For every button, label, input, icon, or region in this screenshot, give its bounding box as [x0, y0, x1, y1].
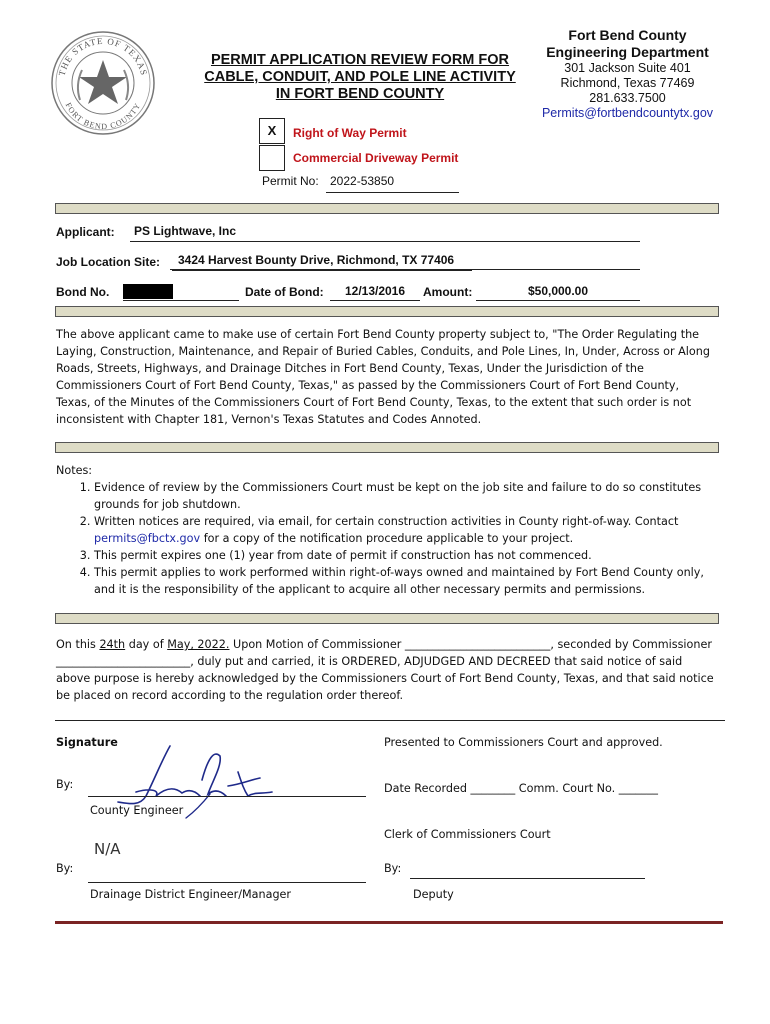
- county-seal-logo: [50, 30, 156, 136]
- na-value: N/A: [94, 840, 121, 858]
- dept-name: Fort Bend County: [568, 27, 687, 43]
- order-month: May, 2022.: [167, 638, 230, 651]
- section-divider-bar: [55, 613, 719, 624]
- by-label-2: By:: [56, 862, 74, 875]
- date-recorded-text: Date Recorded ________ Comm. Court No. _______: [384, 782, 658, 795]
- department-address-block: [535, 27, 720, 121]
- address-line-1: 301 Jackson Suite 401: [564, 61, 691, 75]
- by-label: By:: [56, 778, 74, 791]
- permits-email-link[interactable]: permits@fbctx.gov: [94, 532, 201, 545]
- bond-no-line: [123, 284, 239, 301]
- notes-heading: Notes:: [56, 464, 93, 477]
- job-location-underline: [172, 270, 472, 271]
- svg-text:FORT BEND COUNTY: FORT BEND COUNTY: [63, 101, 143, 132]
- deputy-label: Deputy: [413, 888, 454, 901]
- commercial-driveway-label: Commercial Driveway Permit: [293, 151, 459, 165]
- right-of-way-checkbox[interactable]: X: [259, 118, 285, 144]
- drainage-engineer-label: Drainage District Engineer/Manager: [90, 888, 292, 901]
- clerk-signature-line: [410, 878, 645, 879]
- bond-no-label: Bond No.: [56, 285, 110, 299]
- bond-date-value: 12/13/2016: [330, 284, 420, 301]
- right-of-way-label: Right of Way Permit: [293, 126, 407, 140]
- engineer-signature-line: [88, 796, 366, 797]
- applicant-label: Applicant:: [56, 225, 115, 239]
- address-line-2: Richmond, Texas 77469: [560, 76, 695, 90]
- commercial-driveway-checkbox[interactable]: [259, 145, 285, 171]
- svg-text:THE STATE OF TEXAS: THE STATE OF TEXAS: [56, 35, 150, 77]
- note-item: 1. Evidence of review by the Commissioners Court must be kept on the job site and failure to do so constitutes grounds for job shutdown.: [94, 479, 716, 513]
- section-divider-bar: [55, 442, 719, 453]
- note-item: 3. This permit expires one (1) year from date of permit if construction has not commenced.: [94, 547, 716, 564]
- job-location-value: 3424 Harvest Bounty Drive, Richmond, TX 77406: [170, 253, 640, 270]
- note-item: 4. This permit applies to work performed within right-of-ways owned and maintained by Fort Bend County only, and it is the responsibility of the applicant to acquire all other necessary permits and permissions.: [94, 564, 716, 598]
- dept-sub: Engineering Department: [546, 44, 709, 60]
- amount-label: Amount:: [423, 285, 473, 299]
- bottom-rule: [55, 921, 723, 924]
- permit-no-value: 2022-53850: [326, 174, 459, 193]
- note-item: 2. Written notices are required, via email, for certain construction activities in County right-of-way. Contact permits@fbctx.gov for a copy of the notification procedure applicable to your project.: [94, 513, 716, 547]
- presented-text: Presented to Commissioners Court and approved.: [384, 736, 663, 749]
- signature-heading: Signature: [56, 736, 118, 749]
- form-title: PERMIT APPLICATION REVIEW FORM FOR CABLE, CONDUIT, AND POLE LINE ACTIVITY IN FORT BEND COUNTY: [204, 52, 516, 102]
- body-paragraph: The above applicant came to make use of certain Fort Bend County property subject to, "The Order Regulating the Laying, Construction, Maintenance, and Repair of Buried Cables, Conduits, and Pole Lines, In, Under, Across or Along Roads, Streets, Highways, and Drainage Ditches in Fort Bend County, Texas, Under the Jurisdiction of the Commissioners Court of Fort Bend County, Texas," as passed by the Commissioners Court of Fort Bend County, Texas, of the Minutes of the Commissioners Court of Fort Bend County, Texas, to the extent that such order is not inconsistent with Chapter 181, Vernon's Texas Statutes and Codes Annoted.: [56, 328, 710, 426]
- section-divider-bar: [55, 203, 719, 214]
- county-engineer-label: County Engineer: [90, 804, 184, 817]
- email-link[interactable]: Permits@fortbendcountytx.gov: [541, 106, 714, 120]
- amount-value: $50,000.00: [476, 284, 640, 301]
- bond-date-label: Date of Bond:: [245, 285, 324, 299]
- permit-no-label: Permit No:: [262, 174, 319, 188]
- order-paragraph: On this 24th day of May, 2022. Upon Motion of Commissioner __________________________, seconded by Commissioner ________________________, duly put and carried, it is ORDERED, ADJUDGED AND DECREED that said notice of said above purpose is hereby acknowledged by the Commissioners Court of Fort Bend County, Texas, and that said notice be placed on record according to the regulation order thereof.: [56, 638, 714, 702]
- phone: 281.633.7500: [589, 91, 666, 105]
- signature-divider: [55, 720, 725, 721]
- section-divider-bar: [55, 306, 719, 317]
- drainage-signature-line: [88, 882, 366, 883]
- clerk-by-label: By:: [384, 862, 402, 875]
- order-day: 24th: [99, 638, 126, 651]
- notes-section: [56, 462, 716, 598]
- applicant-value: PS Lightwave, Inc: [130, 224, 640, 242]
- job-location-label: Job Location Site:: [56, 255, 161, 269]
- clerk-text: Clerk of Commissioners Court: [384, 828, 551, 841]
